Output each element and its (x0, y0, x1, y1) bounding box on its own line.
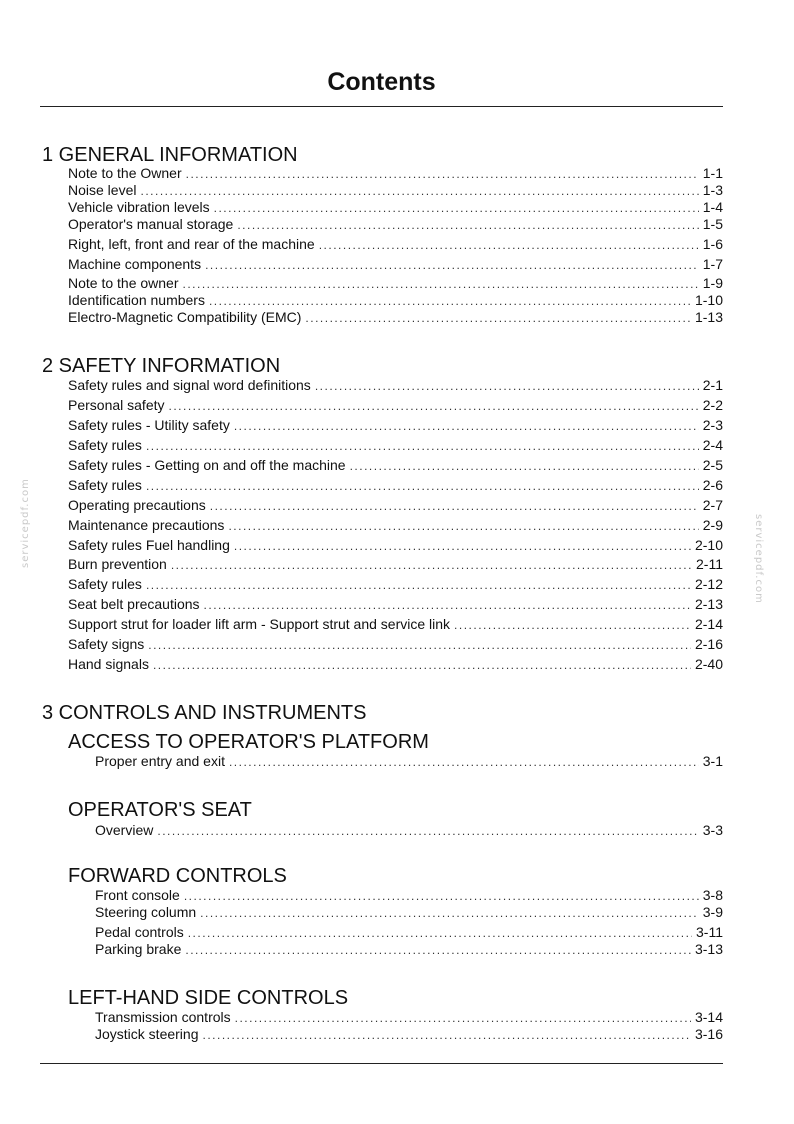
toc-entry-page: 1-7 (702, 256, 723, 272)
toc-entry-page: 1-5 (702, 216, 723, 232)
toc-entry-label: Parking brake (95, 941, 182, 957)
dot-leader (205, 256, 699, 274)
toc-entry[interactable] (68, 635, 723, 653)
toc-entry-page: 3-16 (694, 1026, 723, 1042)
toc-entry-label: Operating precautions (68, 497, 206, 513)
toc-entry-page: 3-1 (702, 753, 723, 769)
toc-entry-label: Safety rules - Utility safety (68, 417, 230, 433)
toc-entry-label: Safety rules (68, 477, 142, 493)
footer-rule (40, 1063, 723, 1064)
toc-entry-label: Joystick steering (95, 1026, 199, 1042)
dot-leader (146, 477, 699, 495)
toc-entry[interactable] (68, 476, 723, 494)
dot-leader (229, 753, 699, 771)
toc-entry[interactable] (95, 903, 723, 921)
toc-entry-label: Electro-Magnetic Compatibility (EMC) (68, 309, 302, 325)
dot-leader (204, 596, 691, 614)
subsection-heading: LEFT-HAND SIDE CONTROLS (68, 987, 349, 1009)
toc-entry[interactable] (68, 436, 723, 454)
dot-leader (200, 904, 699, 922)
toc-entry[interactable] (68, 555, 723, 573)
dot-leader (228, 517, 698, 535)
toc-entry[interactable] (68, 255, 723, 273)
toc-entry-page: 2-2 (702, 397, 723, 413)
toc-entry-page: 2-4 (702, 437, 723, 453)
toc-entry-page: 1-10 (694, 292, 723, 308)
dot-leader (171, 556, 692, 574)
toc-entry-page: 1-6 (702, 236, 723, 252)
toc-entry[interactable] (68, 291, 723, 309)
toc-entry[interactable] (68, 215, 723, 233)
dot-leader (146, 576, 691, 594)
header-rule (40, 106, 723, 107)
dot-leader (157, 822, 698, 840)
toc-entry-page: 2-12 (694, 576, 723, 592)
toc-entry-page: 3-9 (702, 904, 723, 920)
subsection-heading: OPERATOR'S SEAT (68, 799, 252, 821)
toc-entry-page: 2-7 (702, 497, 723, 513)
toc-entry-page: 2-5 (702, 457, 723, 473)
toc-entry-page: 3-14 (694, 1009, 723, 1025)
toc-entry[interactable] (68, 595, 723, 613)
dot-leader (148, 636, 691, 654)
toc-entry-page: 2-3 (702, 417, 723, 433)
toc-entry-label: Support strut for loader lift arm - Support strut and service link (68, 616, 451, 632)
toc-entry[interactable] (95, 1025, 723, 1043)
dot-leader (237, 216, 698, 234)
toc-entry-label: Machine components (68, 256, 202, 272)
toc-entry-label: Maintenance precautions (68, 517, 225, 533)
toc-entry[interactable] (68, 575, 723, 593)
toc-entry-page: 2-13 (694, 596, 723, 612)
toc-entry[interactable] (68, 164, 723, 182)
toc-entry-label: Personal safety (68, 397, 165, 413)
toc-entry-label: Seat belt precautions (68, 596, 200, 612)
dot-leader (153, 656, 691, 674)
dot-leader (146, 437, 699, 455)
toc-entry[interactable] (68, 496, 723, 514)
subsection-heading: FORWARD CONTROLS (68, 865, 287, 887)
section-heading: 2 SAFETY INFORMATION (42, 355, 281, 377)
toc-entry-label: Safety rules and signal word definitions (68, 377, 311, 393)
dot-leader (305, 309, 691, 327)
toc-entry-page: 2-16 (694, 636, 723, 652)
dot-leader (202, 1026, 690, 1044)
toc-entry-page: 3-3 (702, 822, 723, 838)
toc-entry[interactable] (68, 308, 723, 326)
toc-entry-page: 3-11 (696, 924, 723, 940)
toc-entry[interactable] (95, 886, 723, 904)
toc-entry[interactable] (68, 655, 723, 673)
dot-leader (169, 397, 699, 415)
toc-entry-label: Note to the Owner (68, 165, 182, 181)
toc-entry-label: Right, left, front and rear of the machine (68, 236, 315, 252)
toc-entry-page: 2-40 (694, 656, 723, 672)
toc-entry[interactable] (68, 198, 723, 216)
toc-entry-label: Safety rules (68, 576, 142, 592)
dot-leader (210, 497, 699, 515)
toc-entry-page: 2-1 (702, 377, 723, 393)
toc-entry-label: Transmission controls (95, 1009, 231, 1025)
toc-entry-page: 3-13 (694, 941, 723, 957)
toc-entry-label: Operator's manual storage (68, 216, 234, 232)
toc-entry-page: 2-11 (696, 556, 723, 572)
toc-entry-page: 1-1 (702, 165, 723, 181)
toc-entry-page: 3-8 (702, 887, 723, 903)
toc-entry-label: Safety signs (68, 636, 145, 652)
toc-entry-label: Safety rules Fuel handling (68, 537, 230, 553)
dot-leader (350, 457, 699, 475)
section-heading: 1 GENERAL INFORMATION (42, 144, 298, 166)
dot-leader (454, 616, 691, 634)
toc-entry[interactable] (68, 536, 723, 554)
toc-entry-label: Front console (95, 887, 180, 903)
toc-entry-label: Safety rules (68, 437, 142, 453)
watermark-right: servicepdf.com (753, 514, 764, 604)
dot-leader (234, 537, 691, 555)
section-heading: 3 CONTROLS AND INSTRUMENTS (42, 702, 367, 724)
toc-entry-page: 2-14 (694, 616, 723, 632)
toc-entry[interactable] (95, 752, 723, 770)
toc-entry[interactable] (68, 615, 723, 633)
toc-entry-label: Safety rules - Getting on and off the machine (68, 457, 346, 473)
toc-entry[interactable] (95, 1008, 723, 1026)
toc-entry[interactable] (68, 181, 723, 199)
toc-entry-page: 1-13 (694, 309, 723, 325)
toc-entry-label: Note to the owner (68, 275, 179, 291)
toc-entry-label: Noise level (68, 182, 137, 198)
toc-entry-label: Proper entry and exit (95, 753, 225, 769)
toc-entry-page: 1-4 (702, 199, 723, 215)
toc-entry-page: 2-9 (702, 517, 723, 533)
subsection-heading: ACCESS TO OPERATOR'S PLATFORM (68, 731, 429, 753)
toc-entry-label: Pedal controls (95, 924, 184, 940)
toc-entry-page: 2-10 (694, 537, 723, 553)
toc-entry-label: Burn prevention (68, 556, 167, 572)
page-title: Contents (327, 68, 436, 96)
toc-entry[interactable] (95, 940, 723, 958)
toc-entry-label: Overview (95, 822, 154, 838)
toc-entry[interactable] (68, 516, 723, 534)
toc-entry[interactable] (68, 396, 723, 414)
toc-entry-label: Hand signals (68, 656, 149, 672)
toc-entry-label: Steering column (95, 904, 197, 920)
dot-leader (315, 377, 699, 395)
dot-leader (185, 941, 691, 959)
toc-entry[interactable] (68, 235, 723, 253)
toc-entry[interactable] (68, 376, 723, 394)
watermark-left: servicepdf.com (20, 478, 31, 568)
toc-entry-label: Identification numbers (68, 292, 205, 308)
toc-entry[interactable] (95, 923, 723, 941)
toc-entry[interactable] (68, 456, 723, 474)
toc-entry-page: 1-3 (702, 182, 723, 198)
toc-entry-label: Vehicle vibration levels (68, 199, 210, 215)
toc-entry-page: 2-6 (702, 477, 723, 493)
toc-entry-page: 1-9 (702, 275, 723, 291)
dot-leader (319, 236, 699, 254)
toc-entry[interactable] (95, 821, 723, 839)
dot-leader (234, 417, 699, 435)
toc-entry[interactable] (68, 274, 723, 292)
toc-entry[interactable] (68, 416, 723, 434)
